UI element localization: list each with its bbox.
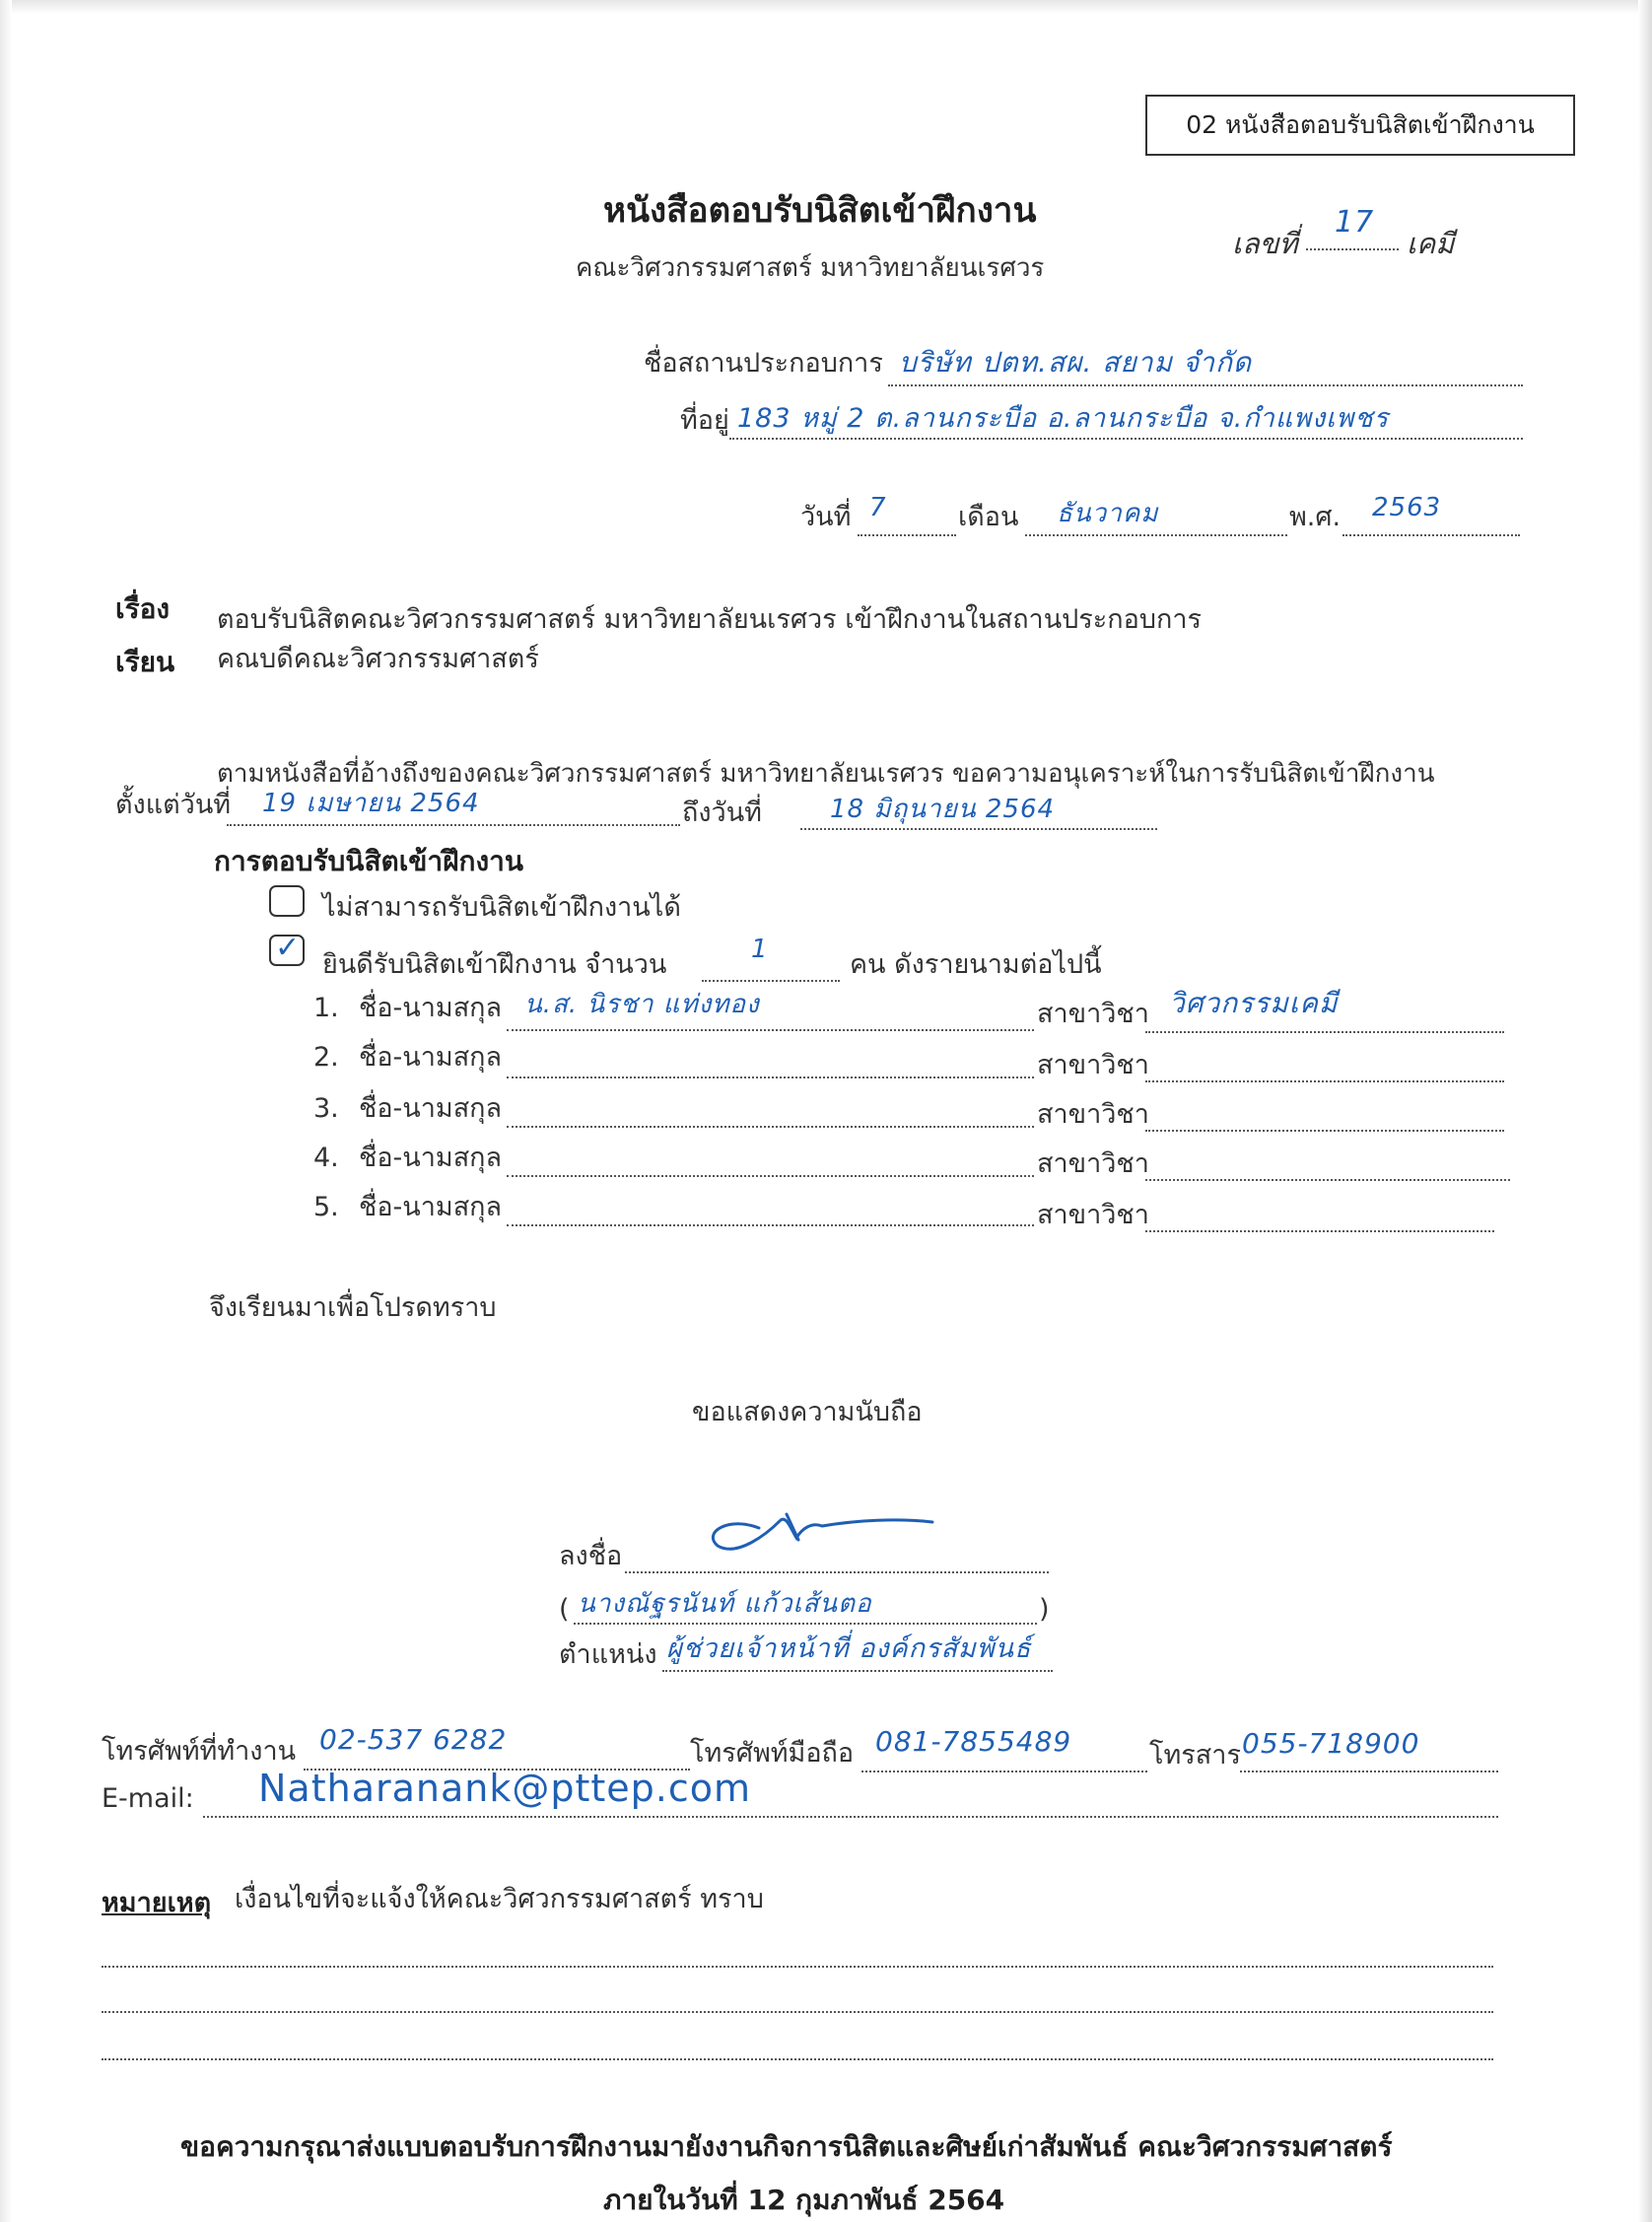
student-major-value: วิศวกรรมเคมี — [1169, 987, 1339, 1019]
remark-line-2 — [102, 2011, 1493, 2013]
student-major-dots — [1145, 1080, 1504, 1082]
mobile-label: โทรศัพท์มือถือ — [690, 1738, 855, 1769]
sign-dots — [625, 1571, 1049, 1573]
student-major-label: สาขาวิชา — [1037, 1099, 1149, 1130]
student-name-dots — [507, 1126, 1034, 1128]
position-label: ตำแหน่ง — [559, 1639, 657, 1670]
date-month-label: เดือน — [958, 502, 1019, 532]
accept-checkbox[interactable] — [269, 931, 305, 966]
date-month-dots — [1025, 534, 1287, 536]
sign-label: ลงชื่อ — [559, 1541, 623, 1571]
student-major-dots — [1145, 1031, 1504, 1033]
number-suffix: เคมี — [1407, 227, 1455, 260]
scan-edge-left — [0, 0, 12, 2222]
company-address-label: ที่อยู่ — [680, 405, 729, 436]
from-date-dots — [227, 824, 680, 826]
acceptance-heading: การตอบรับนิสิตเข้าฝึกงาน — [214, 845, 524, 877]
check-icon: ✓ — [275, 931, 301, 965]
student-name-dots — [507, 1029, 1034, 1031]
to-date-value: 18 มิถุนายน 2564 — [830, 795, 1056, 824]
number-label: เลขที่ — [1232, 227, 1298, 260]
date-day-value: 7 — [869, 493, 887, 522]
document-subtitle: คณะวิศวกรรมศาสตร์ มหาวิทยาลัยนเรศวร — [576, 253, 1045, 283]
date-year-dots — [1342, 534, 1520, 536]
student-major-dots — [1145, 1130, 1504, 1132]
signature-image — [690, 1498, 946, 1567]
remark-label: หมายเหตุ — [102, 1888, 212, 1918]
to-date-label: ถึงวันที่ — [682, 798, 762, 828]
closing-line: จึงเรียนมาเพื่อโปรดทราบ — [209, 1292, 497, 1323]
date-year-label: พ.ศ. — [1289, 502, 1342, 532]
footer-deadline: ภายในวันที่ 12 กุมภาพันธ์ 2564 — [603, 2184, 1005, 2216]
mobile-value: 081-7855489 — [875, 1725, 1072, 1758]
subject-text: ตอบรับนิสิตคณะวิศวกรรมศาสตร์ มหาวิทยาลัยนเรศวร เข้าฝึกงานในสถานประกอบการ — [217, 604, 1203, 635]
company-address-value: 183 หมู่ 2 ต.ลานกระบือ อ.ลานกระบือ จ.กำแพงเพชร — [737, 403, 1390, 434]
remark-text: เงื่อนไขที่จะแจ้งให้คณะวิศวกรรมศาสตร์ ทราบ — [235, 1884, 764, 1914]
student-name-label: ชื่อ-นามสกุล — [359, 1093, 503, 1124]
fax-dots — [1240, 1771, 1498, 1772]
reject-option-label: ไม่สามารถรับนิสิตเข้าฝึกงานได้ — [322, 892, 681, 923]
count-value: 1 — [751, 935, 769, 964]
fax-value: 055-718900 — [1242, 1727, 1420, 1760]
student-major-dots — [1145, 1230, 1494, 1232]
work-phone-label: โทรศัพท์ที่ทำงาน — [102, 1736, 297, 1767]
student-number: 4. — [313, 1143, 339, 1173]
count-dots — [702, 980, 840, 982]
student-number: 3. — [313, 1093, 339, 1124]
student-major-label: สาขาวิชา — [1037, 1200, 1149, 1230]
scan-edge-right — [1638, 0, 1652, 2222]
scan-edge-top — [0, 0, 1652, 14]
number-dots — [1306, 248, 1399, 250]
student-name-dots — [507, 1076, 1034, 1078]
email-dots — [203, 1816, 1498, 1818]
student-name-label: ชื่อ-นามสกุล — [359, 1192, 503, 1222]
date-month-value: ธันวาคม — [1057, 499, 1159, 528]
company-name-dots — [888, 384, 1523, 386]
company-name-value: บริษัท ปตท.สผ. สยาม จำกัด — [899, 346, 1253, 379]
remark-line-1 — [102, 1966, 1493, 1968]
position-dots — [662, 1670, 1053, 1672]
footer-instruction: ขอความกรุณาส่งแบบตอบรับการฝึกงานมายังงานกิจการนิสิตและศิษย์เก่าสัมพันธ์ คณะวิศวกรรมศาสตร์ — [180, 2130, 1393, 2163]
student-name-label: ชื่อ-นามสกุล — [359, 993, 503, 1023]
student-name-value: น.ส. นิรชา แท่งทอง — [524, 990, 760, 1019]
student-number: 5. — [313, 1192, 339, 1222]
remark-line-3 — [102, 2058, 1493, 2060]
student-number: 1. — [313, 993, 339, 1023]
student-name-label: ชื่อ-นามสกุล — [359, 1042, 503, 1073]
position-value: ผู้ช่วยเจ้าหน้าที่ องค์กรสัมพันธ์ — [666, 1633, 1032, 1664]
accept-option-label: ยินดีรับนิสิตเข้าฝึกงาน จำนวน — [322, 949, 667, 980]
student-name-label: ชื่อ-นามสกุล — [359, 1143, 503, 1173]
to-text: คณบดีคณะวิศวกรรมศาสตร์ — [217, 644, 539, 674]
signer-open-paren: ( — [559, 1594, 570, 1625]
form-code-box — [1145, 95, 1575, 156]
mobile-dots — [861, 1771, 1147, 1772]
number-value: 17 — [1335, 205, 1375, 240]
date-day-dots — [858, 534, 956, 536]
regards-line: ขอแสดงความนับถือ — [692, 1397, 923, 1427]
body-paragraph: ตามหนังสือที่อ้างถึงของคณะวิศวกรรมศาสตร์ มหาวิทยาลัยนเรศวร ขอความอนุเคราะห์ในการรับนิสิตเข้าฝึกงาน — [217, 759, 1435, 789]
date-day-label: วันที่ — [800, 502, 852, 532]
from-date-label: ตั้งแต่วันที่ — [115, 790, 232, 820]
student-name-dots — [507, 1175, 1034, 1177]
document-title: หนังสือตอบรับนิสิตเข้าฝึกงาน — [603, 191, 1037, 231]
company-name-label: ชื่อสถานประกอบการ — [644, 348, 883, 379]
email-value: Natharanank@pttep.com — [258, 1767, 752, 1810]
reject-checkbox[interactable] — [269, 885, 305, 917]
student-major-label: สาขาวิชา — [1037, 1050, 1149, 1080]
count-suffix: คน ดังรายนามต่อไปนี้ — [850, 949, 1102, 980]
to-label: เรียน — [115, 646, 175, 678]
fax-label: โทรสาร — [1149, 1740, 1241, 1771]
student-major-dots — [1145, 1179, 1510, 1181]
from-date-value: 19 เมษายน 2564 — [262, 789, 480, 818]
student-number: 2. — [313, 1042, 339, 1073]
date-year-value: 2563 — [1372, 493, 1442, 522]
signer-close-paren: ) — [1039, 1594, 1050, 1625]
email-label: E-mail: — [102, 1783, 194, 1814]
subject-label: เรื่อง — [115, 592, 171, 625]
work-phone-value: 02-537 6282 — [319, 1723, 508, 1756]
student-major-label: สาขาวิชา — [1037, 999, 1149, 1029]
signer-name: นางณัฐรนันท์ แก้วเส้นตอ — [578, 1589, 872, 1619]
student-name-dots — [507, 1224, 1034, 1226]
student-major-label: สาขาวิชา — [1037, 1148, 1149, 1179]
form-code-text: 02 หนังสือตอบรับนิสิตเข้าฝึกงาน — [1186, 110, 1535, 139]
